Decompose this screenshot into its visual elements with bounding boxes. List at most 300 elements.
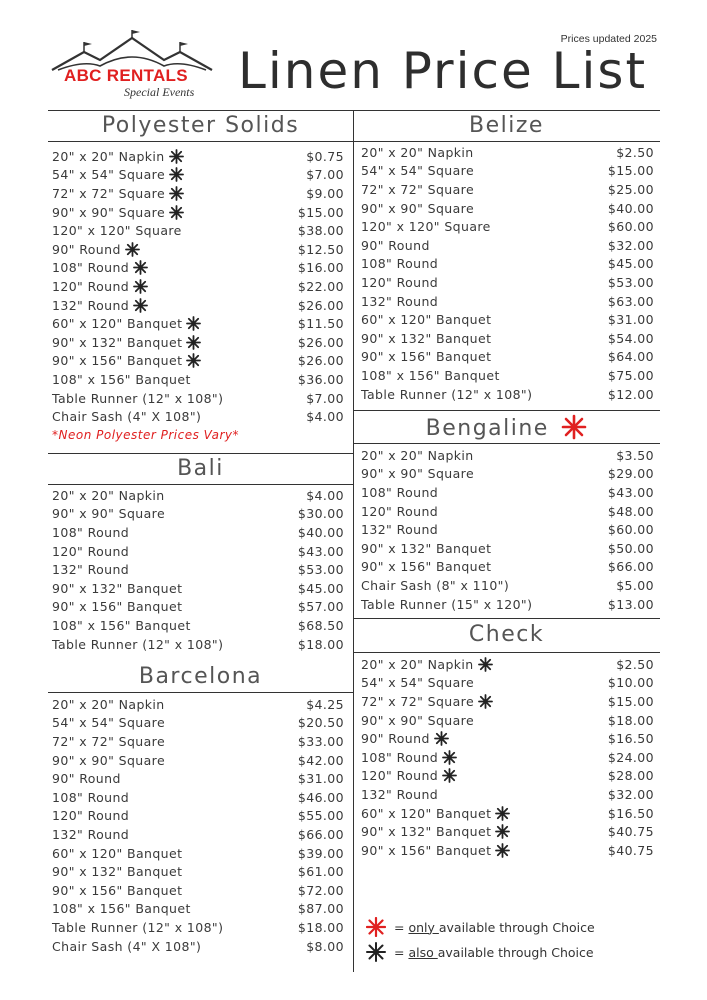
item-price: $0.75 xyxy=(306,148,344,164)
item-name-text: 120" x 120" Square xyxy=(361,219,491,235)
item-name xyxy=(361,694,493,709)
polyester-list xyxy=(52,147,344,445)
price-row xyxy=(361,841,654,860)
item-name xyxy=(361,163,474,178)
black-asterisk-icon xyxy=(169,167,184,182)
item-price: $15.00 xyxy=(297,204,344,220)
item-name xyxy=(361,368,500,383)
item-price: $43.00 xyxy=(297,543,344,559)
item-name-text: Chair Sash (4" X 108") xyxy=(52,409,202,425)
item-name-text: 132" Round xyxy=(361,522,439,538)
price-row xyxy=(52,277,344,296)
item-name xyxy=(361,657,493,672)
item-name xyxy=(52,205,184,220)
neon-note: *Neon Polyester Prices Vary* xyxy=(52,427,239,442)
item-name-text: Chair Sash (4" X 108") xyxy=(52,938,202,954)
check-title: Check xyxy=(468,622,545,647)
item-price: $61.00 xyxy=(297,864,344,880)
item-name-text: 60" x 120" Banquet xyxy=(52,845,183,861)
price-row xyxy=(52,635,344,654)
item-name-text: 90" x 156" Banquet xyxy=(361,349,492,365)
item-name-text: 54" x 54" Square xyxy=(361,675,475,691)
item-price: $43.00 xyxy=(607,484,654,500)
item-name-text: 108" x 156" Banquet xyxy=(361,367,500,383)
item-price: $72.00 xyxy=(297,882,344,898)
item-name-text: 90" Round xyxy=(361,237,430,253)
item-name-text: 90" x 156" Banquet xyxy=(52,599,183,615)
bali-top-rule xyxy=(48,453,353,454)
item-name-text: 132" Round xyxy=(52,297,130,313)
price-row xyxy=(52,221,344,240)
item-name xyxy=(52,391,223,406)
item-name-text: 90" x 90" Square xyxy=(52,506,166,522)
item-price: $7.00 xyxy=(306,167,344,183)
item-price: $16.50 xyxy=(607,805,654,821)
item-name-text: 90" Round xyxy=(361,731,430,747)
item-name-text: 108" Round xyxy=(361,484,439,500)
red-asterisk-icon xyxy=(366,917,386,937)
item-name-text: 90" x 156" Banquet xyxy=(361,559,492,575)
item-price: $40.00 xyxy=(607,200,654,216)
price-row xyxy=(52,407,344,426)
price-row xyxy=(361,483,654,502)
item-name-text: 90" x 132" Banquet xyxy=(361,330,492,346)
item-price: $31.00 xyxy=(607,312,654,328)
item-price: $53.00 xyxy=(607,274,654,290)
item-name xyxy=(52,920,223,935)
item-price: $5.00 xyxy=(616,577,654,593)
item-name-text: 90" x 132" Banquet xyxy=(361,824,492,840)
item-name xyxy=(52,316,201,331)
item-price: $40.00 xyxy=(297,524,344,540)
price-row xyxy=(52,937,344,956)
item-name-text: 72" x 72" Square xyxy=(52,733,166,749)
item-name-text: Table Runner (15" x 120") xyxy=(361,596,533,612)
item-name-text: 90" Round xyxy=(52,771,121,787)
item-price: $39.00 xyxy=(297,845,344,861)
item-name-text: 90" x 156" Banquet xyxy=(361,842,492,858)
item-name xyxy=(52,562,129,577)
item-name xyxy=(361,578,509,593)
item-price: $66.00 xyxy=(607,559,654,575)
price-row xyxy=(52,769,344,788)
item-name-text: 108" Round xyxy=(361,256,439,272)
price-row xyxy=(361,576,654,595)
brand-subtitle: Special Events xyxy=(124,85,195,99)
item-name-text: 120" Round xyxy=(52,543,130,559)
item-name xyxy=(52,599,182,614)
item-name-text: 108" x 156" Banquet xyxy=(52,901,191,917)
price-row xyxy=(361,310,654,329)
item-price: $15.00 xyxy=(607,693,654,709)
price-row xyxy=(52,184,344,203)
bengaline-title-text: Bengaline xyxy=(425,416,549,441)
polyester-title: Polyester Solids xyxy=(101,113,300,138)
item-price: $60.00 xyxy=(607,522,654,538)
item-name-text: 54" x 54" Square xyxy=(52,715,166,731)
item-price: $40.75 xyxy=(607,842,654,858)
price-row xyxy=(361,180,654,199)
legend-only xyxy=(366,917,595,937)
price-row xyxy=(52,900,344,919)
item-price: $32.00 xyxy=(607,237,654,253)
item-name-text: 54" x 54" Square xyxy=(52,167,166,183)
legend-also xyxy=(366,942,594,962)
item-name xyxy=(52,488,165,503)
price-row xyxy=(361,674,654,693)
price-row xyxy=(52,714,344,733)
legend-only-prefix: = xyxy=(394,919,409,935)
legend-also-suffix: available through Choice xyxy=(437,944,594,960)
item-name xyxy=(52,939,201,954)
item-price: $18.00 xyxy=(297,919,344,935)
bengaline-list xyxy=(361,446,654,613)
belize-rule xyxy=(353,141,660,142)
item-name xyxy=(52,581,182,596)
item-name xyxy=(361,713,474,728)
item-name-text: 108" Round xyxy=(361,749,439,765)
price-row xyxy=(361,385,654,404)
belize-title: Belize xyxy=(469,113,544,138)
price-row xyxy=(52,203,344,222)
item-price: $9.00 xyxy=(306,185,344,201)
black-asterisk-icon xyxy=(495,806,510,821)
item-name-text: 132" Round xyxy=(361,293,439,309)
item-price: $66.00 xyxy=(297,826,344,842)
item-name-text: 132" Round xyxy=(361,786,439,802)
legend-only-word: only xyxy=(408,919,439,935)
item-name xyxy=(361,219,491,234)
item-name xyxy=(52,715,165,730)
price-row xyxy=(361,199,654,218)
item-price: $45.00 xyxy=(607,256,654,272)
item-name xyxy=(361,312,491,327)
item-name xyxy=(361,675,474,690)
item-price: $25.00 xyxy=(607,181,654,197)
bali-rule xyxy=(48,484,353,485)
bengaline-top-rule xyxy=(353,410,660,411)
price-row xyxy=(52,825,344,844)
item-name xyxy=(52,186,184,201)
black-asterisk-icon xyxy=(478,694,493,709)
item-name xyxy=(52,506,165,521)
legend-also-prefix: = xyxy=(394,944,409,960)
item-name-text: 90" x 132" Banquet xyxy=(52,864,183,880)
item-name xyxy=(361,787,438,802)
item-name xyxy=(52,697,165,712)
black-asterisk-icon xyxy=(133,279,148,294)
price-row xyxy=(52,732,344,751)
item-name-text: 20" x 20" Napkin xyxy=(52,487,165,503)
item-name-text: 72" x 72" Square xyxy=(361,181,475,197)
item-price: $26.00 xyxy=(297,334,344,350)
item-price: $54.00 xyxy=(607,330,654,346)
black-asterisk-icon xyxy=(434,731,449,746)
price-row xyxy=(361,255,654,274)
item-name xyxy=(52,771,121,786)
item-price: $28.00 xyxy=(607,768,654,784)
item-price: $26.00 xyxy=(297,297,344,313)
black-asterisk-icon xyxy=(495,824,510,839)
item-name xyxy=(52,167,184,182)
item-price: $42.00 xyxy=(297,752,344,768)
black-asterisk-icon xyxy=(495,843,510,858)
item-name-text: 72" x 72" Square xyxy=(52,185,166,201)
item-name-text: 132" Round xyxy=(52,826,130,842)
item-name xyxy=(52,808,129,823)
price-row xyxy=(361,804,654,823)
page-title: Linen Price List xyxy=(238,42,648,100)
item-price: $10.00 xyxy=(607,675,654,691)
item-price: $32.00 xyxy=(607,786,654,802)
price-row xyxy=(361,366,654,385)
price-row xyxy=(52,314,344,333)
item-name-text: 120" Round xyxy=(361,503,439,519)
item-price: $87.00 xyxy=(297,901,344,917)
price-row xyxy=(361,729,654,748)
item-name xyxy=(52,883,182,898)
item-price: $3.50 xyxy=(616,447,654,463)
item-name xyxy=(361,522,438,537)
price-row xyxy=(361,692,654,711)
bengaline-rule xyxy=(353,443,660,444)
item-name-text: 90" Round xyxy=(52,241,121,257)
price-row xyxy=(52,844,344,863)
item-name xyxy=(52,279,148,294)
item-name xyxy=(52,618,191,633)
item-price: $53.00 xyxy=(297,562,344,578)
item-name-text: 90" x 132" Banquet xyxy=(52,580,183,596)
item-price: $13.00 xyxy=(607,596,654,612)
item-name-text: 90" x 90" Square xyxy=(52,752,166,768)
item-price: $12.50 xyxy=(297,241,344,257)
item-name-text: Table Runner (12" x 108") xyxy=(52,919,224,935)
item-name-text: 90" x 132" Banquet xyxy=(52,334,183,350)
item-name-text: 120" Round xyxy=(361,274,439,290)
black-asterisk-icon xyxy=(186,335,201,350)
item-name xyxy=(361,448,474,463)
item-name xyxy=(361,256,438,271)
black-asterisk-icon xyxy=(366,942,386,962)
price-row xyxy=(361,292,654,311)
item-name-text: 20" x 20" Napkin xyxy=(361,656,474,672)
item-name-text: 90" x 90" Square xyxy=(361,712,475,728)
item-name xyxy=(361,541,491,556)
item-name xyxy=(361,504,438,519)
item-name xyxy=(361,275,438,290)
item-price: $4.00 xyxy=(306,409,344,425)
item-name-text: Table Runner (12" x 108") xyxy=(361,386,533,402)
price-row xyxy=(52,333,344,352)
item-name xyxy=(361,597,532,612)
price-row xyxy=(361,539,654,558)
item-name-text: 20" x 20" Napkin xyxy=(52,148,165,164)
item-price: $18.00 xyxy=(297,636,344,652)
price-row xyxy=(361,785,654,804)
item-price: $68.50 xyxy=(297,617,344,633)
item-name-text: 90" x 90" Square xyxy=(361,200,475,216)
item-name xyxy=(52,846,182,861)
black-asterisk-icon xyxy=(125,242,140,257)
brand-name: ABC RENTALS xyxy=(64,66,188,85)
price-row xyxy=(52,147,344,166)
black-asterisk-icon xyxy=(169,186,184,201)
price-row xyxy=(52,486,344,505)
item-price: $16.00 xyxy=(297,260,344,276)
price-row xyxy=(52,788,344,807)
price-row xyxy=(361,502,654,521)
black-asterisk-icon xyxy=(169,205,184,220)
price-row xyxy=(361,655,654,674)
item-price: $12.00 xyxy=(607,386,654,402)
item-name-text: 60" x 120" Banquet xyxy=(361,312,492,328)
item-name-text: 120" x 120" Square xyxy=(52,223,182,239)
price-row xyxy=(361,465,654,484)
item-name-text: 90" x 90" Square xyxy=(361,466,475,482)
price-row xyxy=(361,236,654,255)
price-row xyxy=(52,560,344,579)
item-name xyxy=(361,768,457,783)
item-name-text: Chair Sash (8" x 110") xyxy=(361,577,510,593)
item-name xyxy=(52,260,148,275)
item-name xyxy=(361,387,532,402)
item-name-text: 120" Round xyxy=(52,278,130,294)
price-row xyxy=(361,711,654,730)
price-row xyxy=(361,162,654,181)
item-name xyxy=(52,242,140,257)
item-price: $63.00 xyxy=(607,293,654,309)
item-price: $60.00 xyxy=(607,219,654,235)
item-name xyxy=(52,223,182,238)
price-row xyxy=(52,296,344,315)
item-price: $29.00 xyxy=(607,466,654,482)
item-price: $2.50 xyxy=(616,144,654,160)
price-row xyxy=(52,579,344,598)
item-price: $4.00 xyxy=(306,487,344,503)
price-row xyxy=(52,807,344,826)
price-row xyxy=(361,217,654,236)
price-row xyxy=(361,748,654,767)
price-row xyxy=(361,446,654,465)
item-name xyxy=(361,349,491,364)
item-price: $46.00 xyxy=(297,789,344,805)
item-name xyxy=(52,525,129,540)
item-name-text: 20" x 20" Napkin xyxy=(52,696,165,712)
item-price: $26.00 xyxy=(297,353,344,369)
item-name-text: 120" Round xyxy=(52,808,130,824)
item-name xyxy=(52,335,201,350)
item-name xyxy=(52,353,201,368)
price-row xyxy=(52,616,344,635)
item-price: $8.00 xyxy=(306,938,344,954)
item-name-text: Table Runner (12" x 108") xyxy=(52,390,224,406)
item-name-text: Table Runner (12" x 108") xyxy=(52,636,224,652)
item-price: $36.00 xyxy=(297,371,344,387)
item-name xyxy=(361,485,438,500)
item-name-text: 108" Round xyxy=(52,789,130,805)
item-name xyxy=(361,201,474,216)
price-row xyxy=(52,598,344,617)
price-row xyxy=(52,918,344,937)
item-price: $33.00 xyxy=(297,733,344,749)
price-row xyxy=(361,329,654,348)
legend-also-word: also xyxy=(408,944,438,960)
item-price: $50.00 xyxy=(607,540,654,556)
item-name xyxy=(361,145,474,160)
item-name-text: 90" x 156" Banquet xyxy=(52,882,183,898)
item-name-text: 20" x 20" Napkin xyxy=(361,447,474,463)
price-row xyxy=(52,695,344,714)
price-row xyxy=(52,542,344,561)
item-price: $38.00 xyxy=(297,223,344,239)
item-name-text: 132" Round xyxy=(52,562,130,578)
check-rule xyxy=(353,652,660,653)
polyester-rule xyxy=(48,141,353,142)
item-price: $15.00 xyxy=(607,163,654,179)
item-price: $18.00 xyxy=(607,712,654,728)
price-row xyxy=(52,881,344,900)
price-row xyxy=(52,166,344,185)
item-price: $22.00 xyxy=(297,278,344,294)
bengaline-title xyxy=(353,414,660,442)
item-name xyxy=(361,182,474,197)
item-name-text: 54" x 54" Square xyxy=(361,163,475,179)
item-name-text: 60" x 120" Banquet xyxy=(361,805,492,821)
item-name xyxy=(52,790,129,805)
item-name xyxy=(361,294,438,309)
black-asterisk-icon xyxy=(169,149,184,164)
item-price: $20.50 xyxy=(297,715,344,731)
price-row xyxy=(52,751,344,770)
check-list xyxy=(361,655,654,860)
price-row xyxy=(52,259,344,278)
item-name-text: 90" x 156" Banquet xyxy=(52,353,183,369)
price-row xyxy=(52,523,344,542)
item-name xyxy=(361,750,457,765)
column-divider xyxy=(353,110,354,972)
item-name xyxy=(361,843,510,858)
item-name xyxy=(52,734,165,749)
item-price: $75.00 xyxy=(607,367,654,383)
legend-only-suffix: available through Choice xyxy=(438,919,595,935)
item-name xyxy=(361,806,510,821)
item-name-text: 108" Round xyxy=(52,260,130,276)
item-price: $16.50 xyxy=(607,731,654,747)
item-name-text: 90" x 90" Square xyxy=(52,204,166,220)
black-asterisk-icon xyxy=(478,657,493,672)
item-name-text: 60" x 120" Banquet xyxy=(52,316,183,332)
item-name xyxy=(52,637,223,652)
item-price: $64.00 xyxy=(607,349,654,365)
item-name xyxy=(52,409,201,424)
item-price: $45.00 xyxy=(297,580,344,596)
item-price: $2.50 xyxy=(616,656,654,672)
item-name-text: 108" Round xyxy=(52,524,130,540)
item-name-text: 108" x 156" Banquet xyxy=(52,371,191,387)
item-name xyxy=(52,864,182,879)
price-row xyxy=(52,370,344,389)
price-row xyxy=(361,558,654,577)
red-asterisk-icon xyxy=(561,414,587,440)
bali-list xyxy=(52,486,344,653)
price-row xyxy=(361,143,654,162)
black-asterisk-icon xyxy=(133,298,148,313)
item-name xyxy=(361,331,491,346)
item-price: $31.00 xyxy=(297,771,344,787)
price-row xyxy=(52,240,344,259)
item-price: $30.00 xyxy=(297,506,344,522)
item-price: $40.75 xyxy=(607,824,654,840)
